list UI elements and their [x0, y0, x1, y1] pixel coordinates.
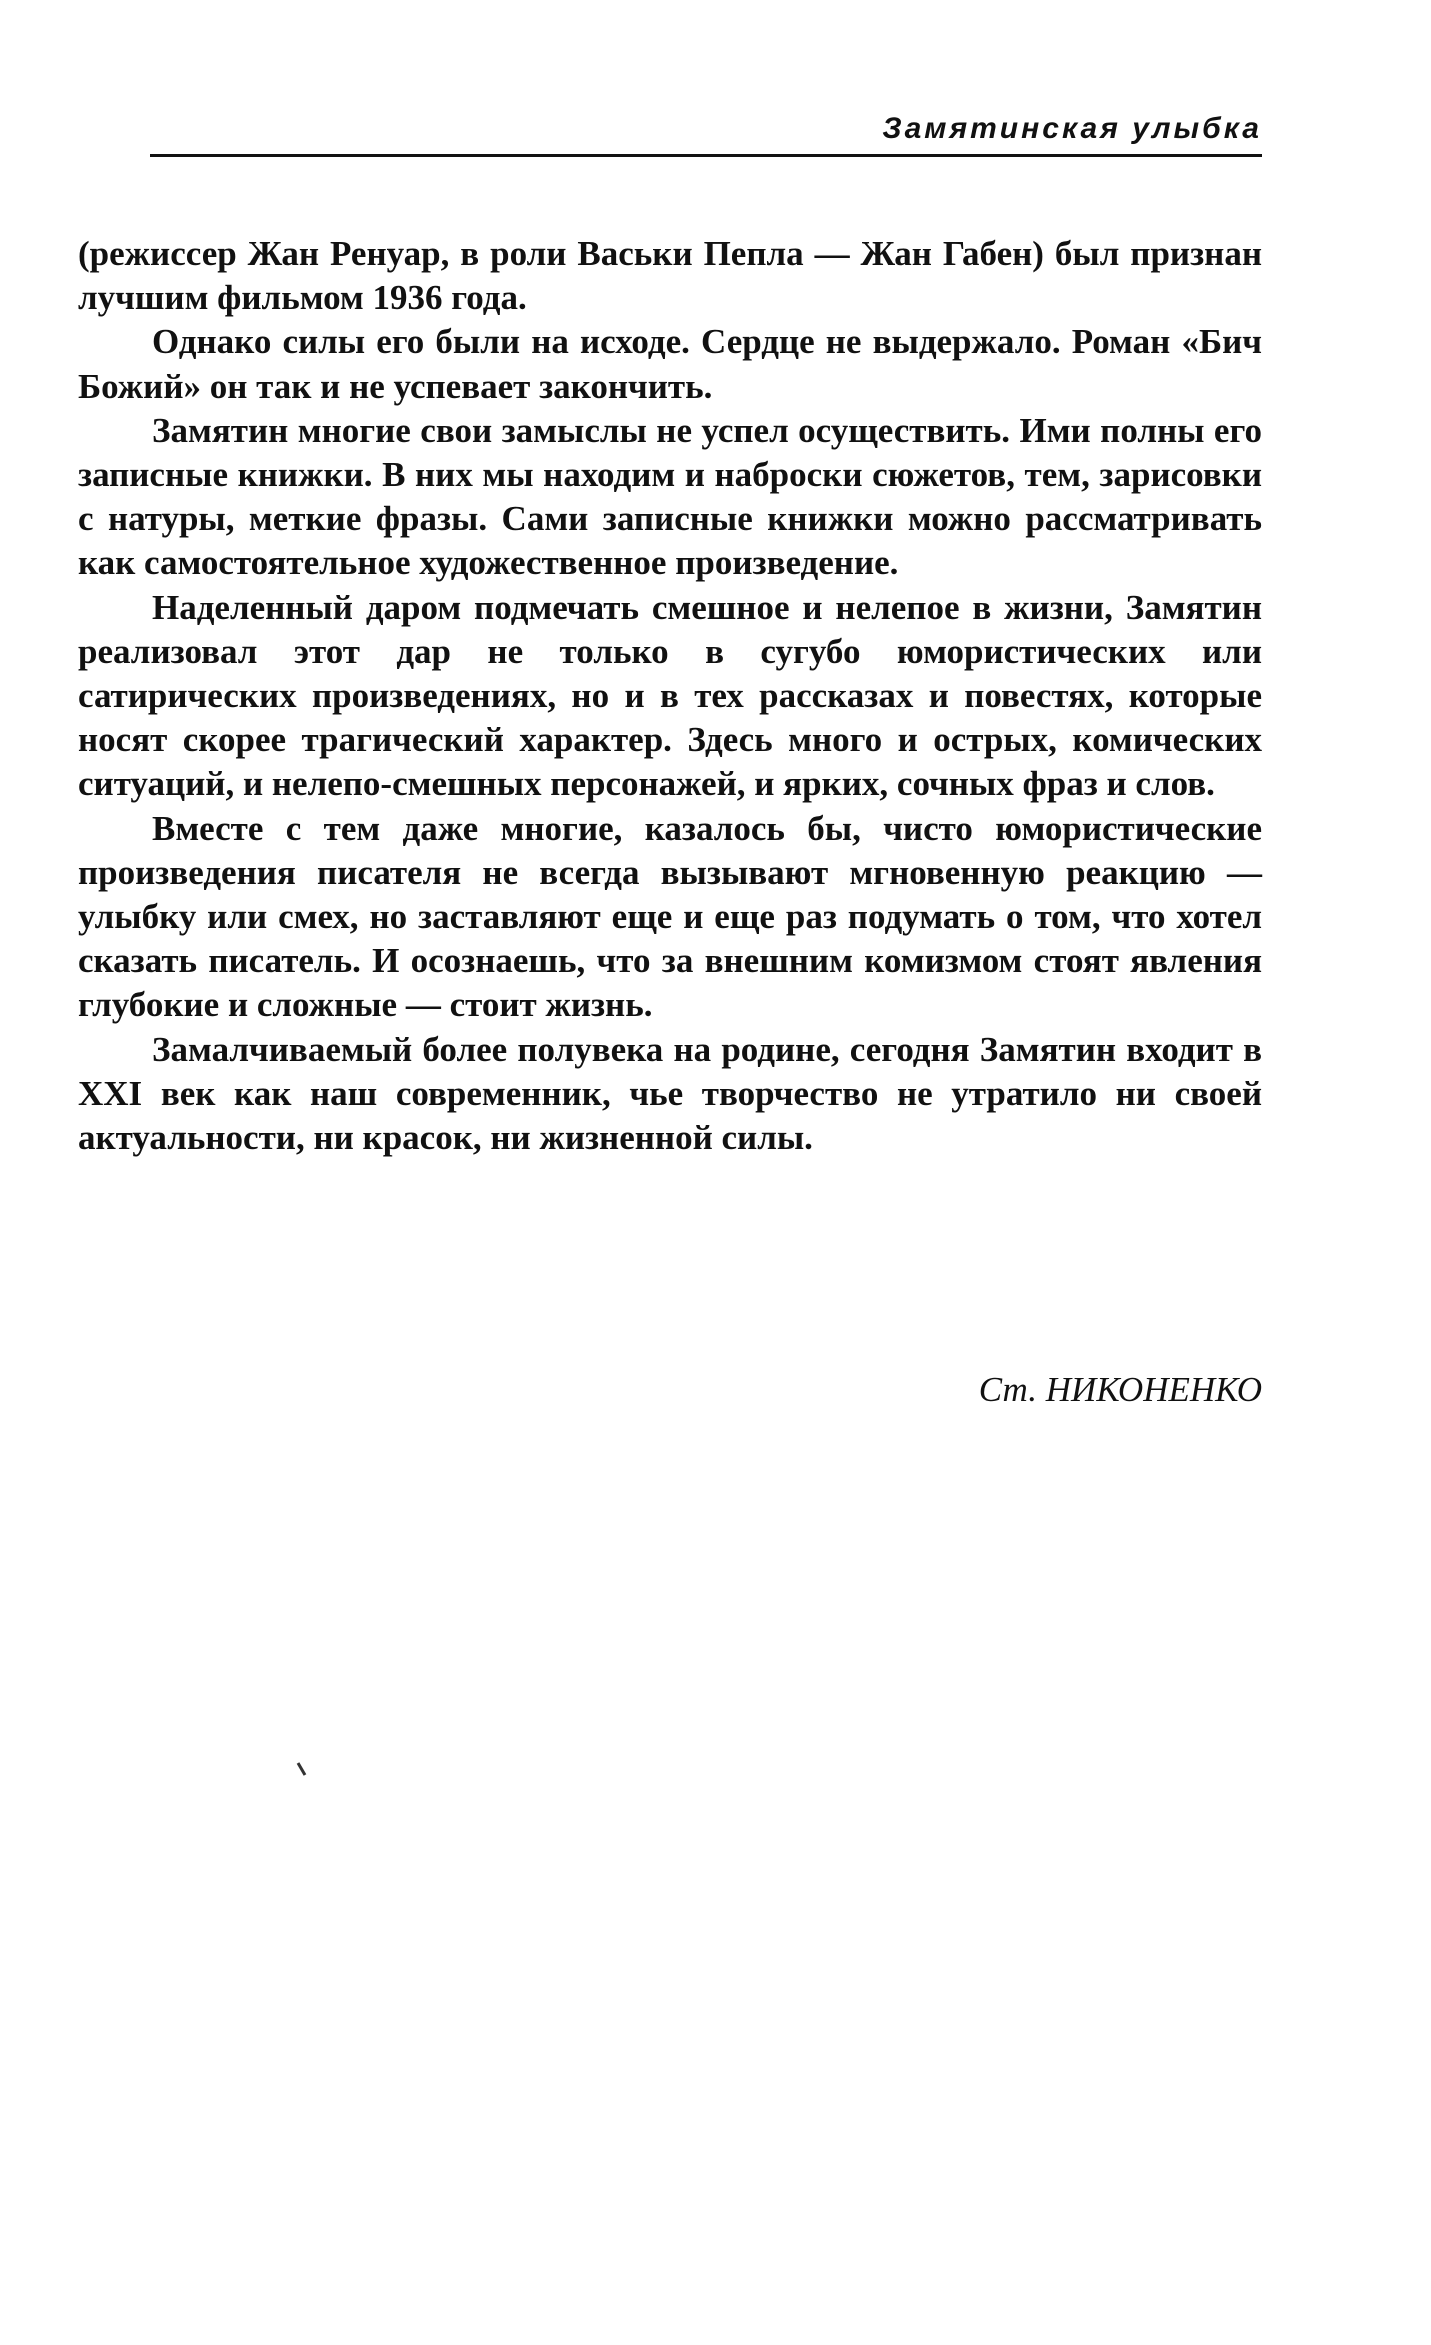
scan-speck [297, 1762, 307, 1776]
body-text [78, 232, 1262, 1160]
paragraph: Однако силы его были на исходе. Сердце не выдержало. Роман «Бич Божий» он так и не успевает закончить. [78, 322, 1262, 406]
running-head-title: Замятинская улыбка [882, 112, 1262, 145]
paragraph: Вместе с тем даже многие, казалось бы, чисто юмористические произведения писателя не всегда вызывают мгновенную реакцию — улыбку или смех, но заставляют еще и еще раз подумать о том, что хотел сказать писатель. И осознаешь, что за внешним комизмом стоят явления глубокие и сложные — стоит жизнь. [78, 808, 1262, 1025]
author-signature: Ст. НИКОНЕНКО [978, 1370, 1262, 1409]
running-head [150, 108, 1262, 157]
paragraph: Замятин многие свои замыслы не успел осуществить. Ими полны его записные книжки. В них мы находим и наброски сюжетов, тем, зарисовки с натуры, меткие фразы. Сами записные книжки можно рассматривать как самостоятельное художественное произведение. [78, 410, 1262, 583]
paragraph: Наделенный даром подмечать смешное и нелепое в жизни, Замятин реализовал этот дар не только в сугубо юмористических или сатирических произведениях, но и в тех рассказах и повестях, которые носят скорее трагический характер. Здесь много и острых, комических ситуаций, и нелепо-смешных персонажей, и ярких, сочных фраз и слов. [78, 587, 1262, 804]
paragraph-continued: (режиссер Жан Ренуар, в роли Васьки Пепла — Жан Габен) был признан лучшим фильмом 1936 года. [78, 234, 1262, 318]
paragraph: Замалчиваемый более полувека на родине, сегодня Замятин входит в XXI век как наш современник, чье творчество не утратило ни своей актуальности, ни красок, ни жизненной силы. [78, 1029, 1262, 1158]
